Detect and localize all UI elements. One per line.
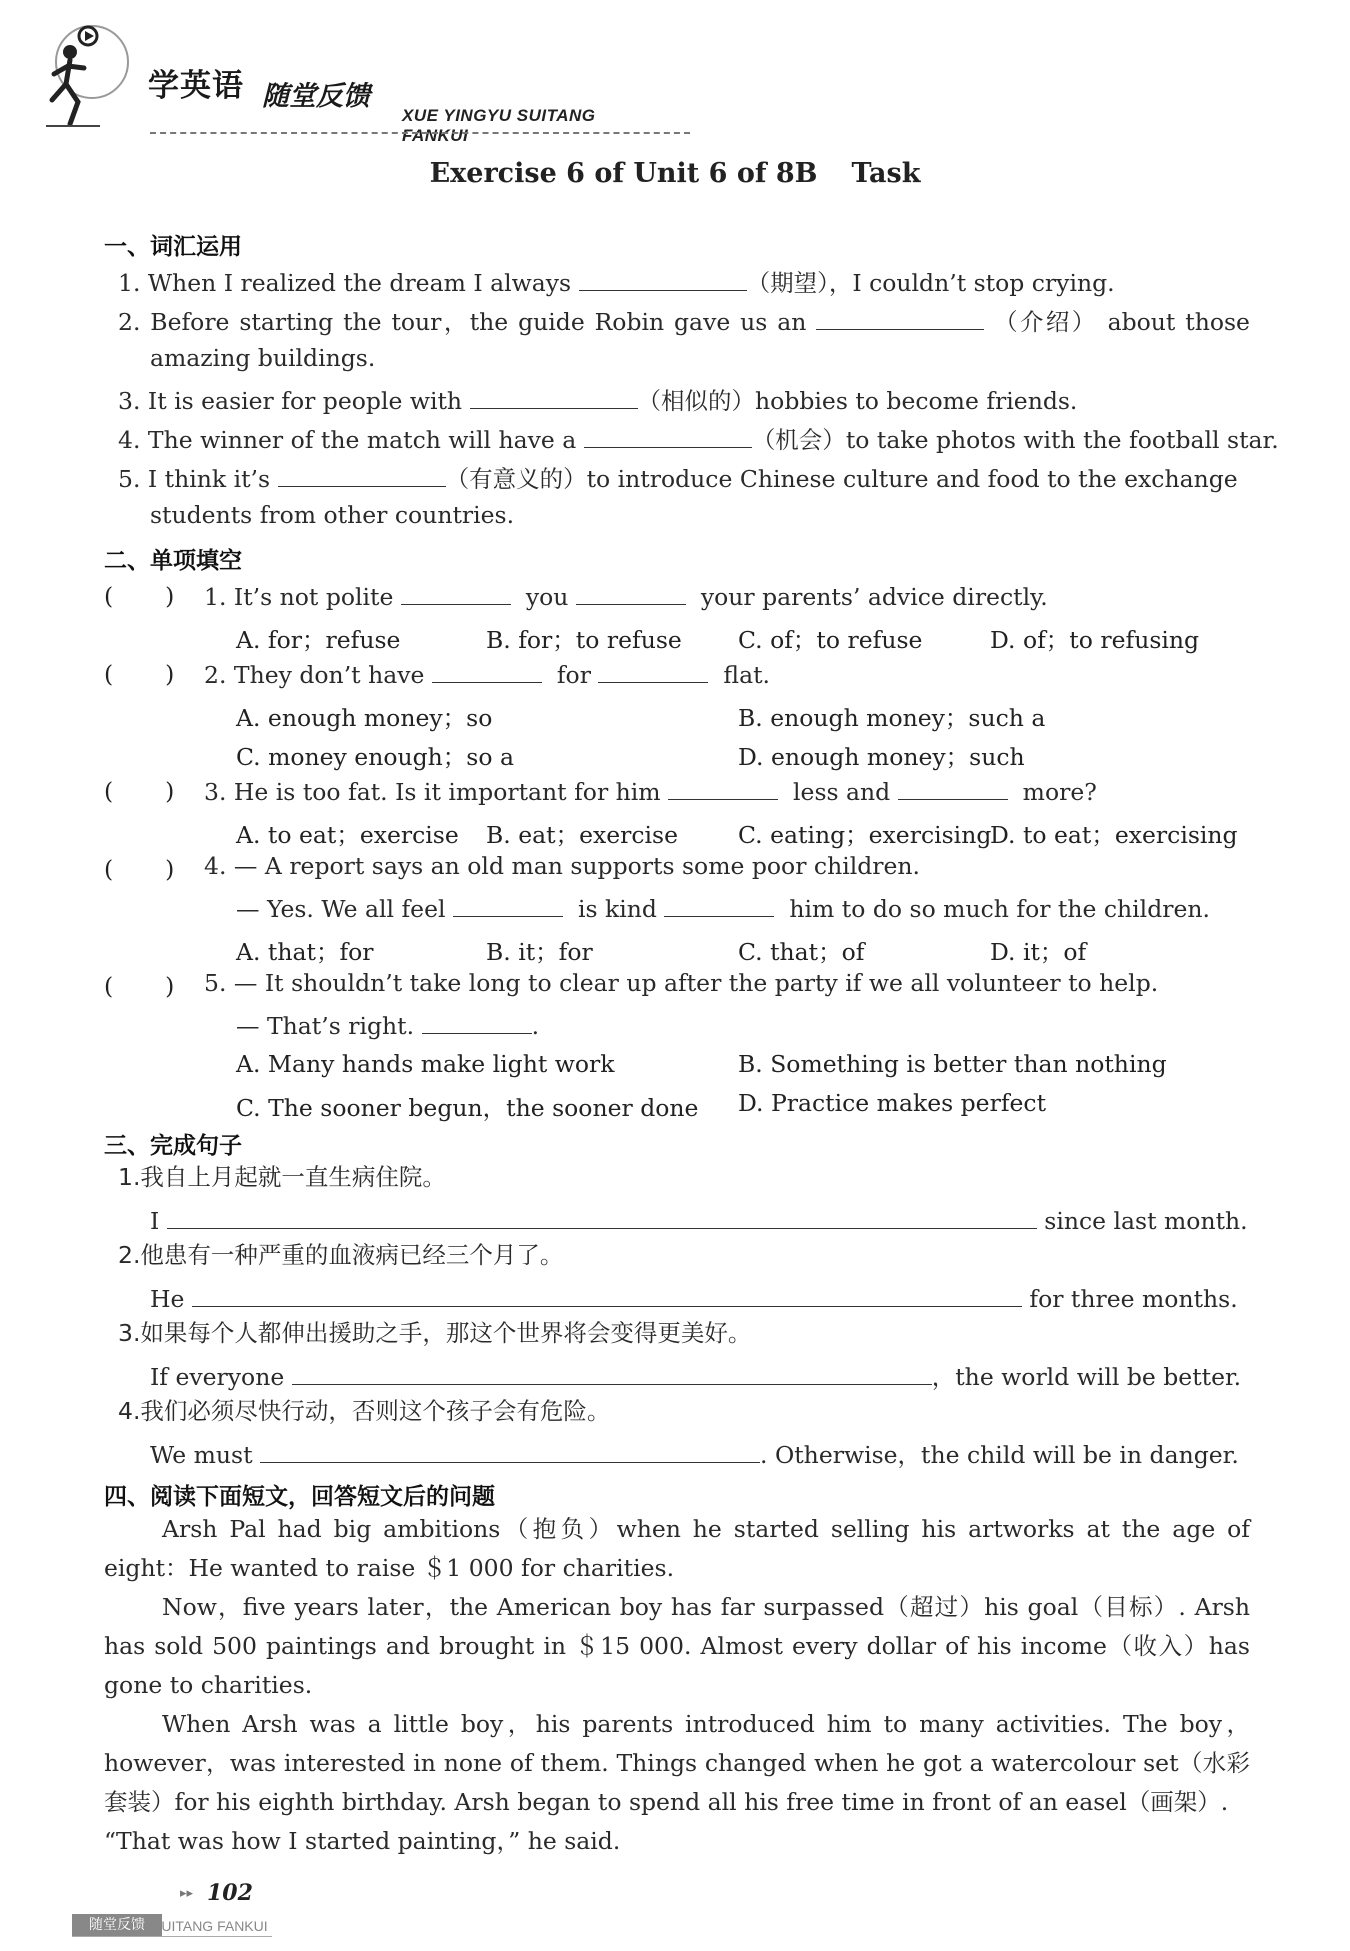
vocab-item-5-cont: students from other countries. — [150, 501, 515, 529]
sentence-cn-3: 3.如果每个人都伸出援助之手，那这个世界将会变得更美好。 — [118, 1319, 752, 1347]
page-arrow-icon: ▸▸ — [180, 1886, 194, 1901]
mc-option: A. to eat；exercise — [236, 821, 459, 849]
answer-blank[interactable] — [668, 777, 778, 800]
mc-option: B. eat；exercise — [486, 821, 679, 849]
mc-option: B. for；to refuse — [486, 626, 682, 654]
task-label: Task — [851, 158, 921, 189]
mc-option: C. of；to refuse — [738, 626, 923, 654]
answer-line[interactable] — [260, 1440, 760, 1463]
answer-paren[interactable]: ( ) — [104, 855, 175, 883]
answer-blank[interactable] — [401, 582, 511, 605]
sentence-en-2: He for three months. — [150, 1285, 1238, 1313]
answer-blank[interactable] — [664, 894, 774, 917]
mc-question-3: 3. He is too fat. Is it important for him less and more? — [204, 778, 1097, 806]
footer-divider — [72, 1936, 272, 1937]
runner-logo-icon — [40, 22, 150, 132]
answer-blank[interactable] — [422, 1011, 532, 1034]
exercise-title: Exercise 6 of Unit 6 of 8B — [429, 158, 818, 189]
answer-blank[interactable] — [579, 268, 747, 291]
reading-paragraph-3-quote: “That was how I started painting，” he said. — [104, 1827, 621, 1855]
sentence-cn-1: 1.我自上月起就一直生病住院。 — [118, 1163, 446, 1191]
header-subtitle-cn: 随堂反馈 — [262, 81, 370, 112]
mc-option: D. to eat；exercising — [990, 821, 1238, 849]
mc-option: A. Many hands make light work — [236, 1050, 615, 1078]
mc-option: D. of；to refusing — [990, 626, 1200, 654]
mc-question-2: 2. They don’t have for flat. — [204, 661, 770, 689]
answer-paren[interactable]: ( ) — [104, 660, 175, 688]
section-mc-heading: 二、单项填空 — [104, 548, 242, 574]
reading-paragraph-3: When Arsh was a little boy，his parents introduced him to many activities. The boy，however，was interested in none of them. Things changed when he got a watercolour set（水彩套装）for his eighth birthday. Arsh began to spend all his free time in front of an easel（画架）. — [104, 1710, 1250, 1816]
vocab-item-1: 1. When I realized the dream I always （期望），I couldn’t stop crying. — [118, 269, 1115, 297]
mc-question-4: 4. — A report says an old man supports some poor children. — [204, 852, 921, 880]
footer-badge: 随堂反馈 — [72, 1914, 162, 1936]
vocab-item-4: 4. The winner of the match will have a （机会）to take photos with the football star. — [118, 426, 1279, 454]
header-divider — [150, 132, 690, 134]
mc-option: D. it；of — [990, 938, 1087, 966]
vocab-item-2: 2. Before starting the tour，the guide Robin gave us an （介绍） about those — [118, 308, 1250, 336]
answer-blank[interactable] — [278, 464, 446, 487]
answer-line[interactable] — [292, 1362, 932, 1385]
answer-paren[interactable]: ( ) — [104, 582, 175, 610]
vocab-item-2-cont: amazing buildings. — [150, 344, 376, 372]
mc-question-5: 5. — It shouldn’t take long to clear up after the party if we all volunteer to help. — [204, 969, 1159, 997]
mc-option: B. enough money；such a — [738, 704, 1046, 732]
sentence-en-4: We must . Otherwise，the child will be in danger. — [150, 1441, 1239, 1469]
answer-line[interactable] — [167, 1206, 1037, 1229]
reading-paragraph-1: Arsh Pal had big ambitions（抱负）when he started selling his artworks at the age of eight：He wanted to raise ＄1 000 for charities. — [104, 1515, 1250, 1582]
book-header — [40, 22, 660, 145]
answer-blank[interactable] — [576, 582, 686, 605]
section-vocab-heading: 一、词汇运用 — [104, 234, 242, 260]
sentence-en-1: I since last month. — [150, 1207, 1248, 1235]
mc-question-1: 1. It’s not polite you your parents’ advice directly. — [204, 583, 1048, 611]
page-number: 102 — [207, 1880, 253, 1906]
mc-option: A. enough money；so — [236, 704, 493, 732]
section-reading-heading: 四、阅读下面短文，回答短文后的问题 — [104, 1484, 495, 1510]
header-title-cn: 学英语 — [148, 68, 244, 104]
answer-blank[interactable] — [453, 894, 563, 917]
footer-label: SUITANG FANKUI — [152, 1918, 268, 1934]
mc-option: B. Something is better than nothing — [738, 1050, 1167, 1078]
header-title-en: XUE YINGYU SUITANG FANKUI — [402, 106, 596, 145]
vocab-item-5: 5. I think it’s （有意义的）to introduce Chinese culture and food to the exchange — [118, 465, 1238, 493]
mc-option: A. that；for — [236, 938, 374, 966]
sentence-en-3: If everyone ，the world will be better. — [150, 1363, 1242, 1391]
mc-question-5-reply: — That’s right. . — [236, 1012, 540, 1040]
mc-option: C. money enough；so a — [236, 743, 514, 771]
mc-option: C. eating；exercising — [738, 821, 992, 849]
vocab-item-3: 3. It is easier for people with （相似的）hobbies to become friends. — [118, 387, 1078, 415]
mc-question-4-reply: — Yes. We all feel is kind him to do so much for the children. — [236, 895, 1210, 923]
mc-option: C. that；of — [738, 938, 865, 966]
answer-paren[interactable]: ( ) — [104, 972, 175, 1000]
section-sentences-heading: 三、完成句子 — [104, 1133, 242, 1159]
mc-option: D. Practice makes perfect — [738, 1089, 1047, 1117]
answer-blank[interactable] — [598, 660, 708, 683]
reading-passage — [104, 1510, 1250, 1861]
page-title — [0, 158, 1350, 189]
answer-blank[interactable] — [816, 307, 984, 330]
mc-option: C. The sooner begun，the sooner done — [236, 1094, 699, 1122]
sentence-cn-2: 2.他患有一种严重的血液病已经三个月了。 — [118, 1241, 564, 1269]
answer-paren[interactable]: ( ) — [104, 777, 175, 805]
reading-paragraph-2: Now，five years later，the American boy has far surpassed（超过）his goal（目标）. Arsh has sold 500 paintings and brought in ＄15 000. Almost every dollar of his income（收入）has gone to charities. — [104, 1593, 1250, 1699]
answer-blank[interactable] — [432, 660, 542, 683]
mc-option: B. it；for — [486, 938, 593, 966]
answer-blank[interactable] — [470, 386, 638, 409]
answer-line[interactable] — [192, 1284, 1022, 1307]
answer-blank[interactable] — [584, 425, 752, 448]
answer-blank[interactable] — [898, 777, 1008, 800]
mc-option: D. enough money；such — [738, 743, 1025, 771]
mc-option: A. for；refuse — [236, 626, 401, 654]
sentence-cn-4: 4.我们必须尽快行动，否则这个孩子会有危险。 — [118, 1397, 611, 1425]
